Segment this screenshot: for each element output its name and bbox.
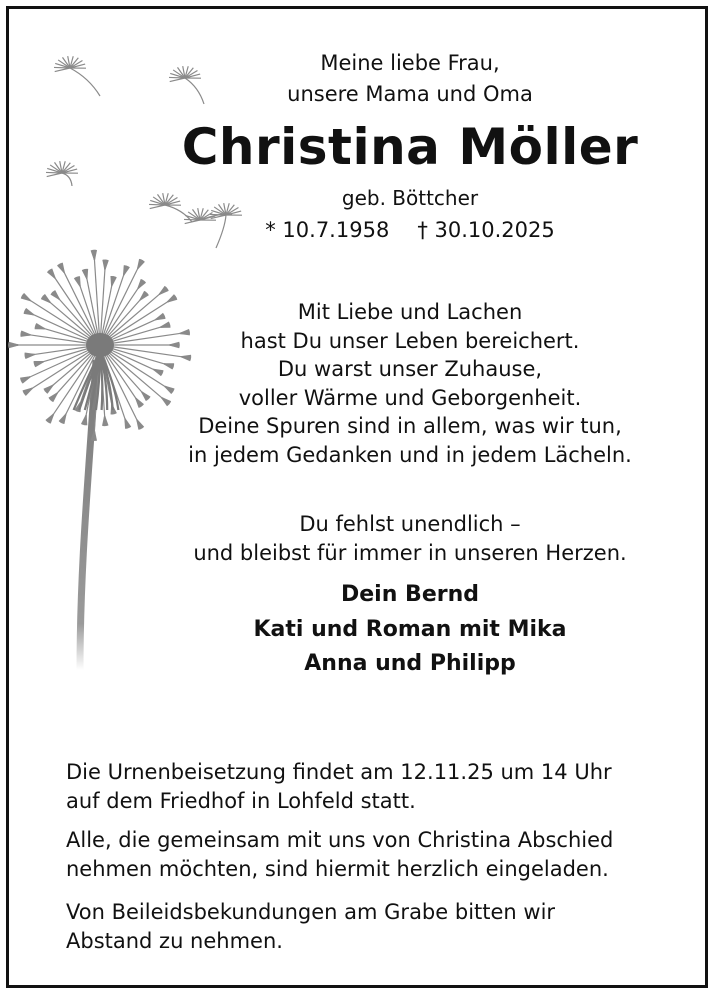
funeral-info: Die Urnenbeisetzung findet am 12.11.25 um 14 Uhr auf dem Friedhof in Lohfeld statt. [66,760,612,813]
invitation-info: Alle, die gemeinsam mit uns von Christina Abschied nehmen möchten, sind hiermit herzlich eingeladen. [66,828,614,881]
intro-text: Meine liebe Frau, unsere Mama und Oma [287,51,533,106]
birth-date: * 10.7.1958 [265,218,390,242]
poem-closing: Du fehlst unendlich – und bleibst für immer in unseren Herzen. [193,512,627,565]
maiden-name: geb. Böttcher [341,186,479,210]
death-date: † 30.10.2025 [417,218,555,242]
poem: Mit Liebe und Lachen hast Du unser Leben bereichert. Du warst unser Zuhause, voller Wärme und Geborgenheit. Deine Spuren sind in allem, was wir tun, in jedem Gedanken und in jedem Lächeln. [188,300,632,467]
signers: Dein Bernd Kati und Roman mit Mika Anna und Philipp [253,582,567,676]
condolence-info: Von Beileidsbekundungen am Grabe bitten wir Abstand zu nehmen. [66,900,556,953]
deceased-name: Christina Möller [181,118,639,176]
life-dates [180,214,640,246]
